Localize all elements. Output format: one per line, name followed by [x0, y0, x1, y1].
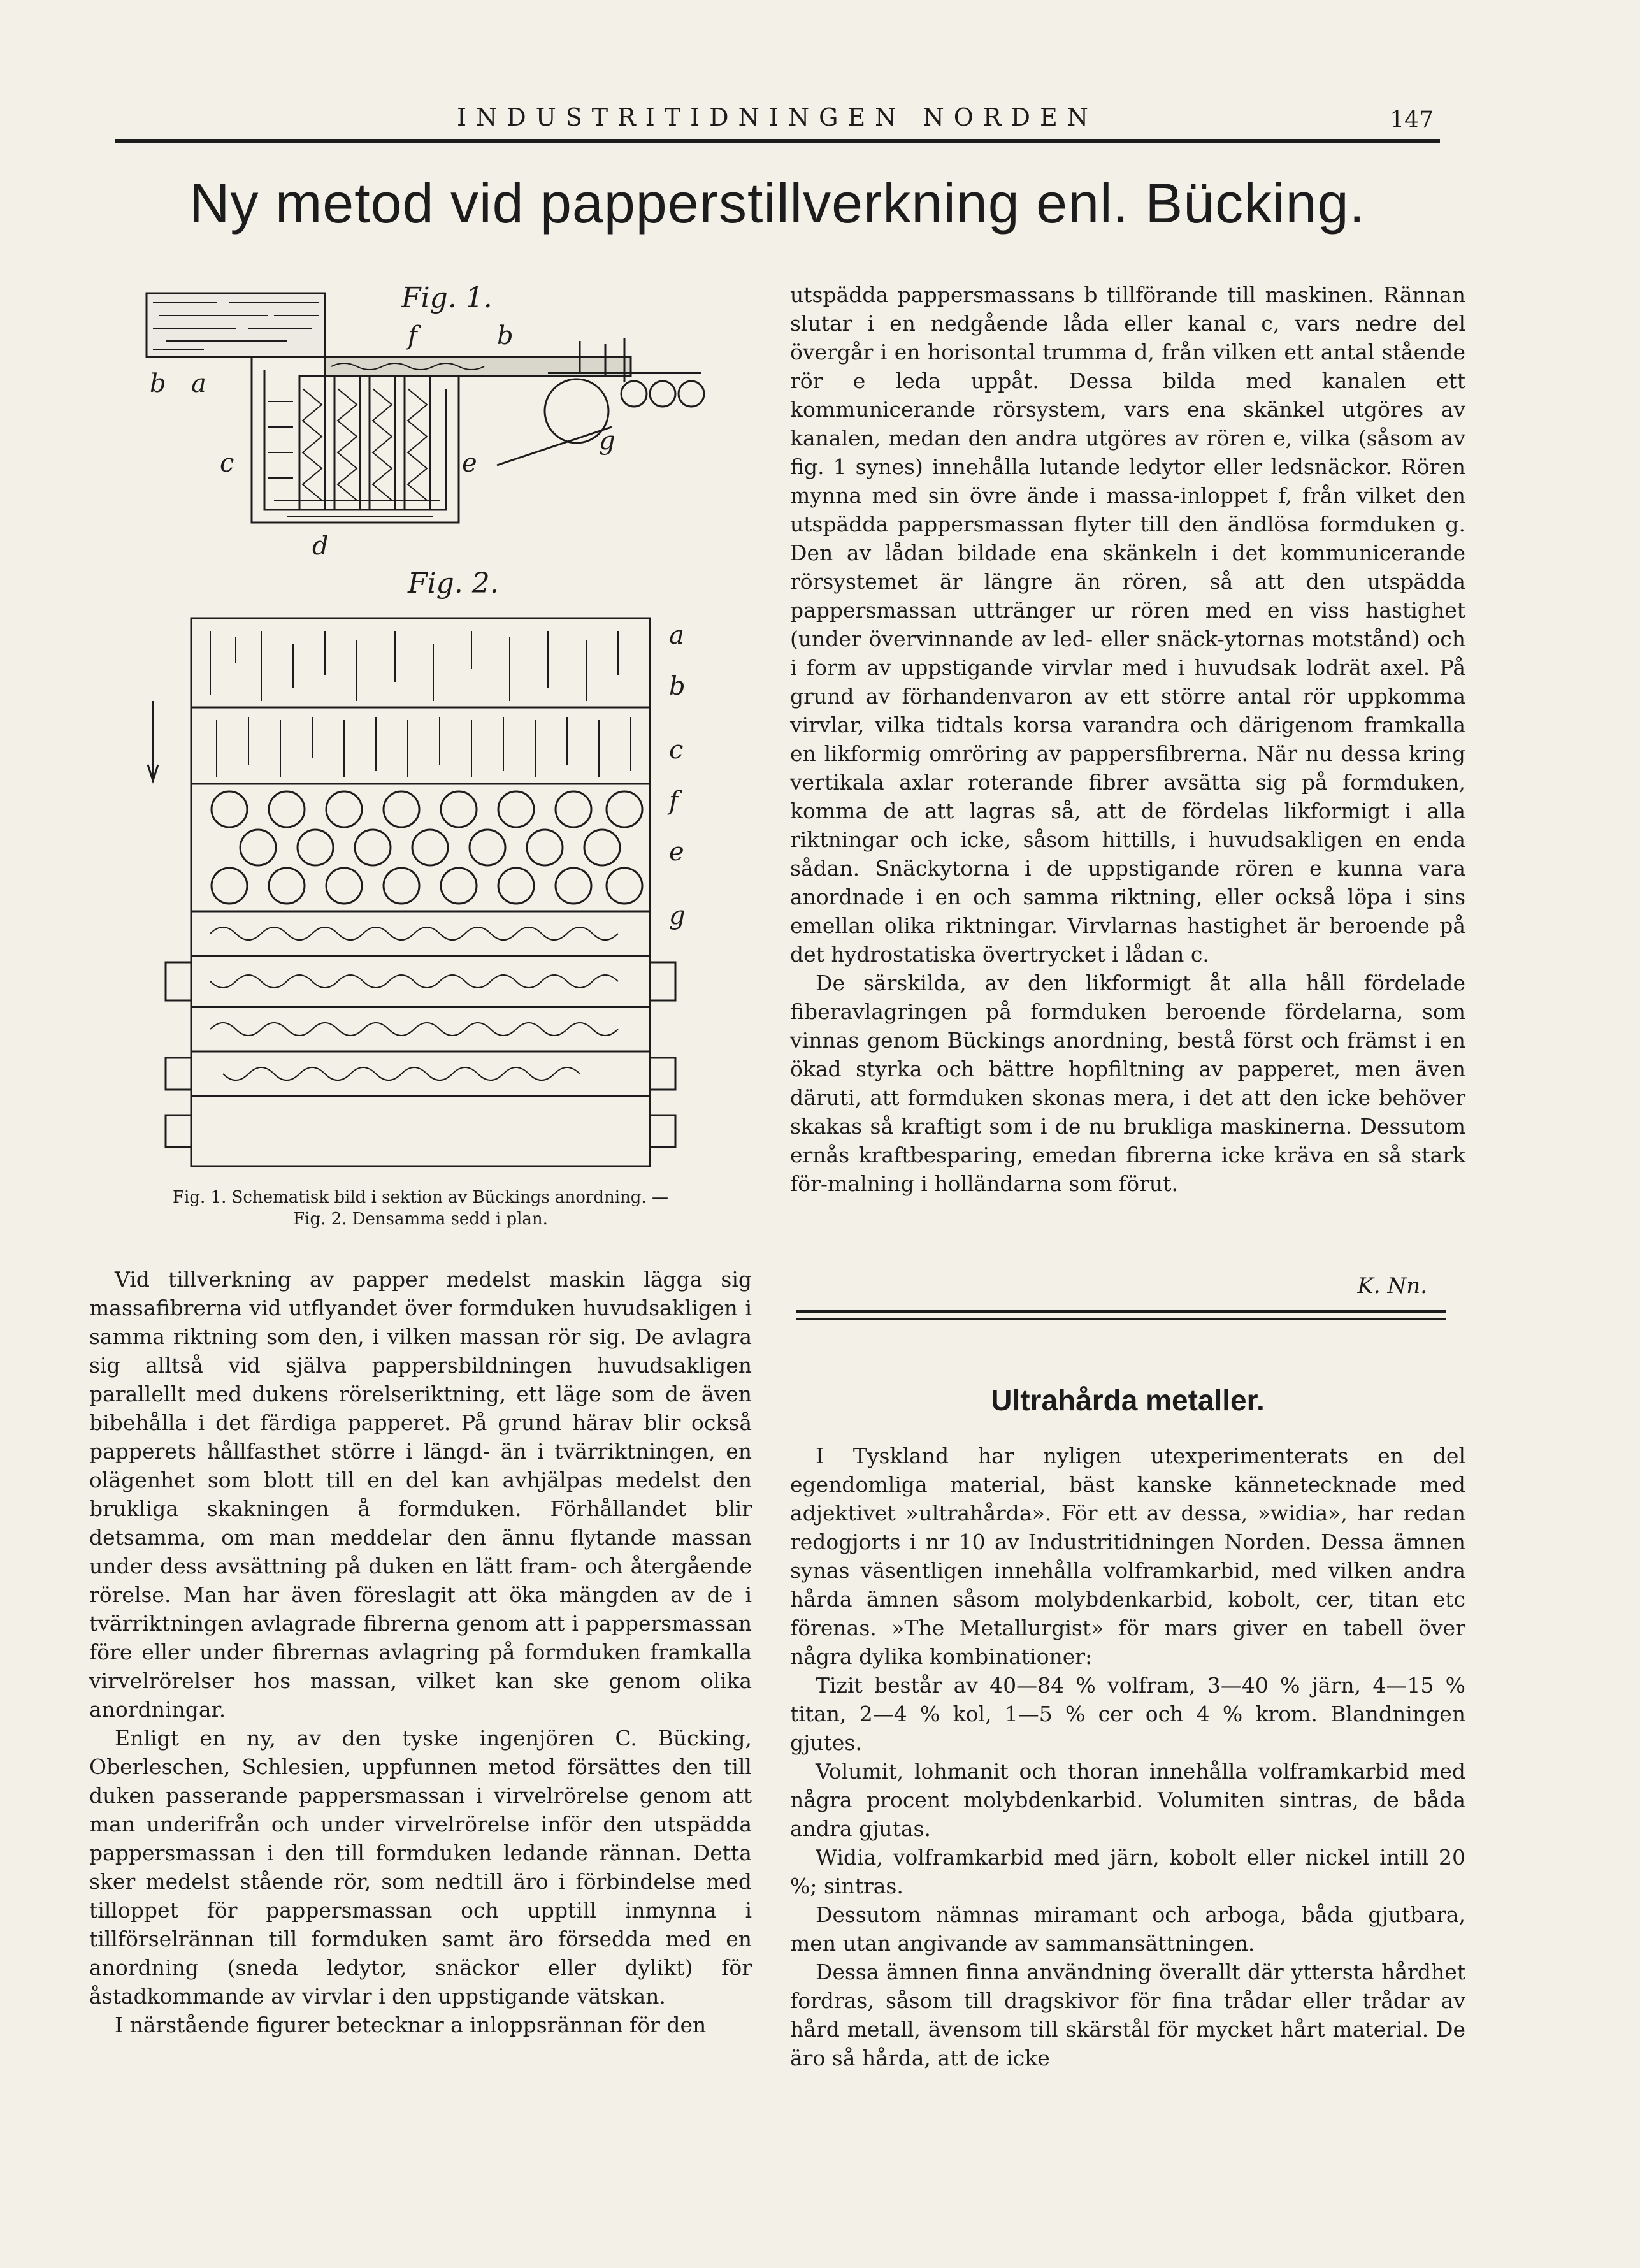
fig1-label-e: e [462, 449, 477, 478]
left-paragraph-1: Vid tillverkning av papper medelst maskin lägga sig massafibrerna vid utflyandet över formduken huvudsakligen i samma riktning som den, i vilken massan rör sig. De avlagra sig alltså vid själva pappersbildningen huvudsakligen parallellt med dukens rörelseriktning, ett läge som de även bibehålla i det färdiga papperet. På grund härav blir också papperets hållfasthet större i längd- än i tvärriktningen, en olägenhet som blott till en del kan avhjälpas medelst den brukliga skakningen å formduken. Förhållandet blir detsamma, om man meddelar den ännu flytande massan under dess avsättning på duken en lätt fram- och återgående rörelse. Man har även föreslagit att öka mängden av de i tvärriktningen avlagrade fibrerna genom att i pappersmassan före eller under fibrernas avlagring på formduken framkalla virvelrörelser hos massan, vilket kan ske genom olika anordningar. [89, 1267, 752, 1722]
article-title: Ny metod vid papperstillverkning enl. Bücking. [189, 171, 1365, 235]
journal-name: INDUSTRITIDNINGEN NORDEN [457, 103, 1098, 131]
fig1-label-g: g [599, 426, 615, 456]
section-divider-top [796, 1310, 1446, 1313]
fig2-title: Fig. 2. [408, 567, 499, 600]
running-header [115, 96, 1440, 140]
caption-line-1: Fig. 1. Schematisk bild i sektion av Bückings anordning. — [173, 1188, 668, 1207]
fig2-label-c: c [669, 735, 684, 765]
fig2-label-f: f [669, 786, 679, 816]
fig1-label-b-left: b [150, 369, 166, 398]
fig1-label-c: c [220, 449, 234, 478]
fig1-label-b: b [497, 321, 514, 350]
left-paragraph-3: I närstående figurer betecknar a inloppsrännan för den [115, 2012, 707, 2037]
article-right-column [790, 280, 1465, 1198]
fig1-label-f: f [408, 321, 417, 350]
section2-paragraph-3: Volumit, lohmanit och thoran innehålla volframkarbid med några procent molybdenkarbid. Volumiten sintras, de båda andra gjutas. [790, 1759, 1465, 1841]
fig1-title: Fig. 1. [401, 282, 493, 314]
author-signature: K. Nn. [1357, 1273, 1427, 1299]
page-number: 147 [1390, 107, 1434, 133]
figure-caption [127, 1187, 714, 1230]
fig2-label-e: e [669, 837, 684, 867]
right-paragraph-1: utspädda pappersmassans b tillförande till maskinen. Rännan slutar i en nedgående låda eller kanal c, vars nedre del övergår i en horisontal trumma d, från vilken ett antal stående rör e leda uppåt. Dessa bilda med kanalen ett kommunicerande rörsystem, vars ena skänkel utgöres av kanalen, medan den andra utgöres av rören e, vilka (såsom av fig. 1 synes) innehålla lutande ledytor eller ledsnäckor. Rören mynna med sin övre ände i massa-inloppet f, från vilket den utspädda pappersmassan flyter till den ändlösa formduken g. Den av lådan bildade ena skänkeln i det kommunicerande rörsystemet är längre än rören, så att den utspädda pappersmassan uttränger ur rören med en viss hastighet (under övervinnande av led- eller snäck-ytornas motstånd) och i form av uppstigande virvlar med i huvudsak lodrät axel. På grund av förhandenvaron av ett större antal rör uppkomma virvlar, vilka tidtals korsa varandra och därigenom framkalla en likformig omröring av pappersfibrerna. När nu dessa kring vertikala axlar roterande fibrer avsätta sig på formduken, komma de att lagras så, att de fördelas likformigt i alla riktningar och icke, såsom hittills, i huvudsakligen en enda sådan. Snäckytorna i de uppstigande rören e kunna vara anordnade i en och samma riktning, eller också löpa i sins emellan olika riktningar. Virvlarnas hastighet är beroende på det hydrostatiska övertrycket i lådan c. [790, 282, 1465, 967]
fig1-label-a: a [191, 369, 206, 398]
figure-2-plan-drawing [140, 605, 714, 1179]
section2-paragraph-2: Tizit består av 40—84 % volfram, 3—40 % järn, 4—15 % titan, 2—4 % kol, 1—5 % cer och 4 % krom. Blandningen gjutes. [790, 1673, 1465, 1755]
section-title-ultrahard-metals: Ultrahårda metaller. [991, 1383, 1265, 1417]
fig2-label-b: b [669, 672, 686, 701]
header-rule [115, 139, 1440, 143]
left-paragraph-2: Enligt en ny, av den tyske ingenjören C. Bücking, Oberleschen, Schlesien, uppfunnen metod försättes den till duken passerande pappersmassan i virvelrörelse genom att man underifrån och under virvelrörelse inför den utspädda pappersmassan i den till formduken ledande rännan. Detta sker medelst stående rör, som nedtill äro i förbindelse med tilloppet för pappersmassan och upptill inmynna i tillförselrännan till formduken samt äro försedda med en anordning (sneda ledytor, snäckor eller dylikt) för åstadkommande av virvlar i den uppstigande vätskan. [89, 1726, 752, 2009]
section2-paragraph-6: Dessa ämnen finna användning överallt där yttersta hårdhet fordras, såsom till dragskivor för fina trådar eller trådar av hård metall, ävensom till skärstål för mycket hårt material. De äro så hårda, att de icke [790, 1960, 1465, 2070]
right-paragraph-2: De särskilda, av den likformigt åt alla håll fördelade fiberavlagringen på formduken beroende fördelarna, som vinnas genom Bückings anordning, bestå först och främst i en ökad styrka och bättre hopfiltning av papperet, men även däruti, att formduken skonas mera, i det att den icke behöver skakas så kraftigt som i de nu brukliga maskinerna. Dessutom ernås kraftbesparing, emedan fibrerna icke kräva en så stark för-malning i holländarna som förut. [790, 971, 1465, 1196]
fig1-label-d: d [312, 531, 329, 561]
section-divider-bottom [796, 1318, 1446, 1320]
figure-1-section-drawing [140, 280, 726, 561]
fig2-label-a: a [669, 621, 684, 650]
section2-paragraph-5: Dessutom nämnas miramant och arboga, båda gjutbara, men utan angivande av sammansättningen. [790, 1902, 1465, 1956]
fig2-label-g: g [669, 901, 686, 930]
article-left-column [89, 1265, 752, 2039]
section2-paragraph-1: I Tyskland har nyligen utexperimenterats en del egendomliga material, bäst kanske kännetecknade med adjektivet »ultrahårda». För ett av dessa, »widia», har redan redogjorts i nr 10 av Industritidningen Norden. Dessa ämnen synas väsentligen innehålla volframkarbid, med vilken andra hårda ämnen såsom molybdenkarbid, kobolt, cer, titan etc förenas. »The Metallurgist» för mars giver en tabell över några dylika kombinationer: [790, 1443, 1465, 1669]
section2-paragraph-4: Widia, volframkarbid med järn, kobolt eller nickel intill 20 %; sintras. [790, 1845, 1465, 1898]
section2-column [790, 1441, 1465, 2072]
caption-line-2: Fig. 2. Densamma sedd i plan. [293, 1210, 548, 1229]
